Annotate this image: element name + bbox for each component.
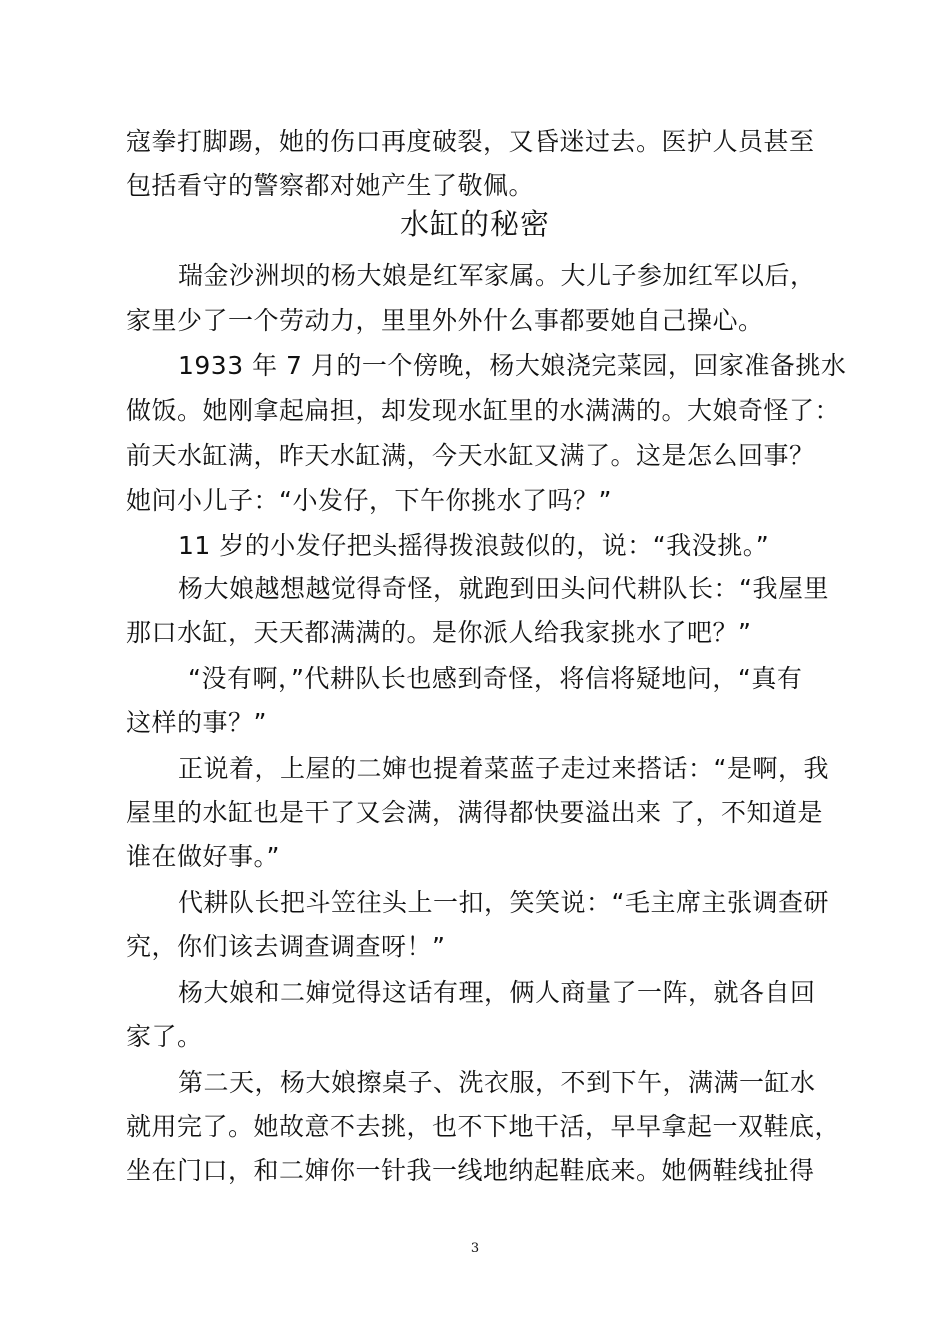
paragraph-line: 第二天，杨大娘擦桌子、洗衣服，不到下午，满满一缸水 [178, 1068, 816, 1097]
text-line: 寇拳打脚踢，她的伤口再度破裂，又昏迷过去。医护人员甚至 [126, 127, 815, 156]
paragraph-line: 杨大娘和二婶觉得这话有理，俩人商量了一阵，就各自回 [178, 978, 816, 1007]
page-number: 3 [470, 1241, 480, 1256]
paragraph-line: 做饭。她刚拿起扁担，却发现水缸里的水满满的。大娘奇怪了： [126, 396, 841, 425]
paragraph-line: 代耕队长把斗笠往头上一扣，笑笑说：“毛主席主张调查研 [178, 888, 829, 917]
paragraph-line: 屋里的水缸也是干了又会满，满得都快要溢出来 了，不知道是 [126, 798, 823, 827]
paragraph-line: 家里少了一个劳动力，里里外外什么事都要她自己操心。 [126, 306, 764, 335]
paragraph-line: 11 岁的小发仔把头摇得拨浪鼓似的，说：“我没挑。” [178, 531, 770, 560]
paragraph-line: 谁在做好事。” [126, 842, 280, 871]
section-title: 水缸的秘密 [399, 207, 550, 241]
paragraph-line: 杨大娘越想越觉得奇怪，就跑到田头问代耕队长：“我屋里 [178, 574, 829, 603]
text-line: 包括看守的警察都对她产生了敬佩。 [126, 171, 535, 200]
paragraph-line: 她问小儿子：“小发仔，下午你挑水了吗？” [126, 486, 612, 515]
paragraph-line: 1933 年 7 月的一个傍晚，杨大娘浇完菜园，回家准备挑水 [178, 351, 847, 380]
paragraph-line: 正说着，上屋的二婶也提着菜蓝子走过来搭话：“是啊，我 [178, 754, 829, 783]
paragraph-line: 究，你们该去调查调查呀！” [126, 932, 446, 961]
paragraph-line: 就用完了。她故意不去挑，也不下地干活，早早拿起一双鞋底， [126, 1112, 841, 1141]
paragraph-line: 那口水缸，天天都满满的。是你派人给我家挑水了吧？” [126, 618, 752, 647]
paragraph-line: 家了。 [126, 1022, 203, 1051]
paragraph-line: “没有啊，”代耕队长也感到奇怪，将信将疑地问，“真有 [188, 664, 803, 693]
paragraph-line: 坐在门口，和二婶你一针我一线地纳起鞋底来。她俩鞋线扯得 [126, 1156, 815, 1185]
paragraph-line: 瑞金沙洲坝的杨大娘是红军家属。大儿子参加红军以后， [178, 261, 816, 290]
paragraph-line: 这样的事？” [126, 708, 267, 737]
paragraph-line: 前天水缸满，昨天水缸满，今天水缸又满了。这是怎么回事？ [126, 441, 815, 470]
